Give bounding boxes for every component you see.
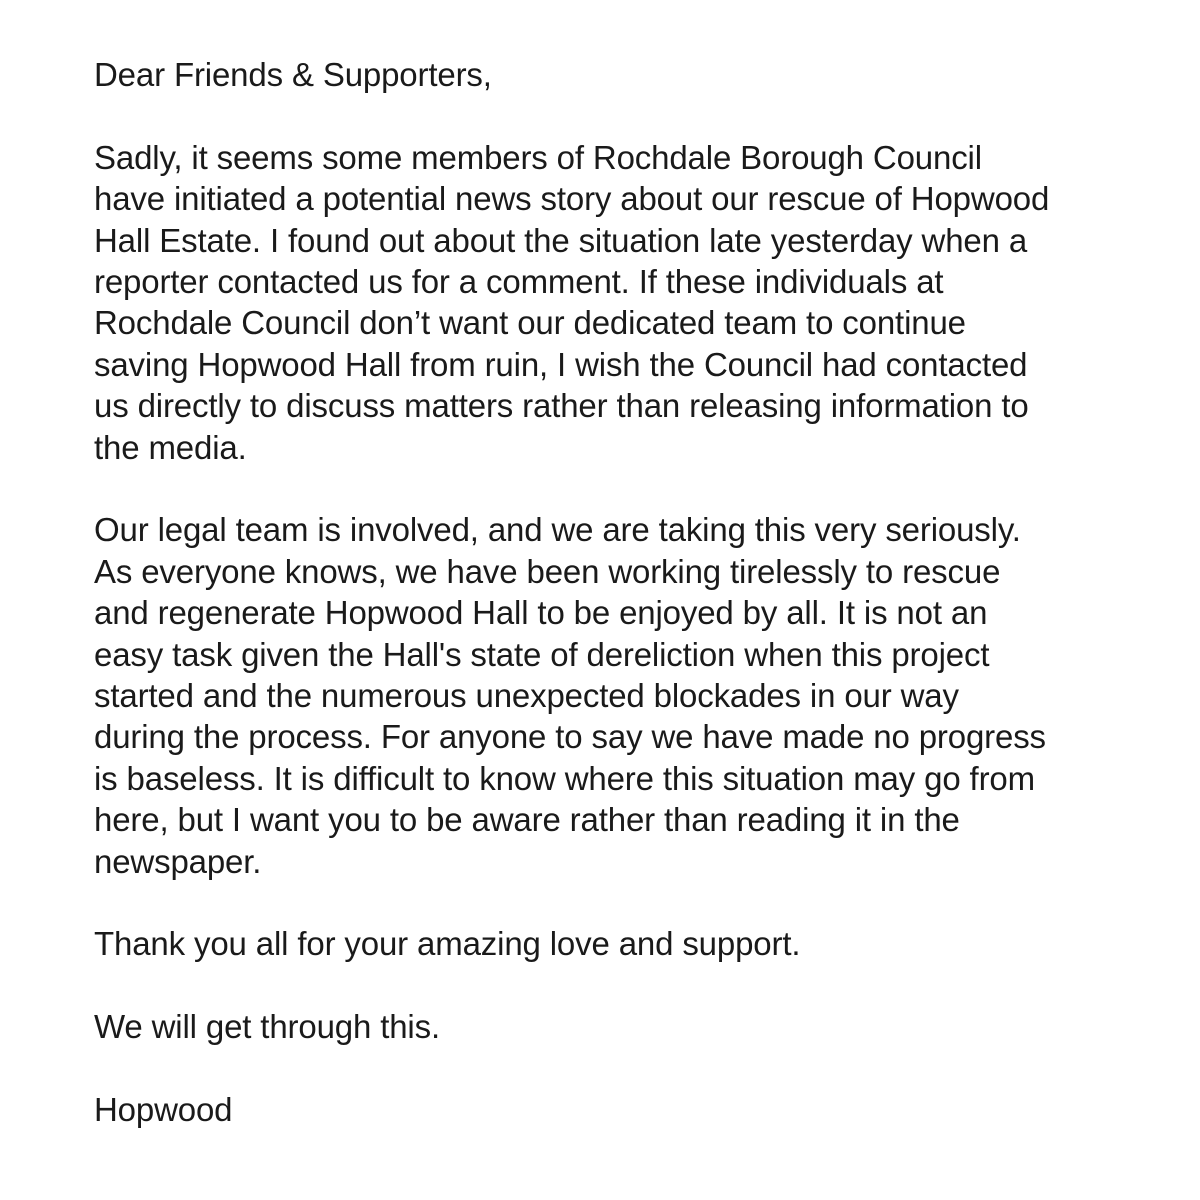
letter-body xyxy=(94,54,1154,1130)
paragraph2-line: As everyone knows, we have been working tirelessly to rescue xyxy=(94,552,1001,590)
thanks-text: Thank you all for your amazing love and support. xyxy=(94,925,801,963)
signature xyxy=(94,1089,1154,1130)
paragraph2-line: easy task given the Hall's state of dereliction when this project xyxy=(94,635,990,673)
signature-text: Hopwood xyxy=(94,1091,233,1129)
paragraph1-line: have initiated a potential news story about our rescue of Hopwood xyxy=(94,180,1050,218)
paragraph1-line: Hall Estate. I found out about the situation late yesterday when a xyxy=(94,221,1028,259)
paragraph1-line: Rochdale Council don’t want our dedicated team to continue xyxy=(94,304,966,342)
paragraph2-line: during the process. For anyone to say we have made no progress xyxy=(94,718,1046,756)
paragraph2-line: newspaper. xyxy=(94,842,262,880)
paragraph2-line: Our legal team is involved, and we are taking this very seriously. xyxy=(94,511,1021,549)
thanks-paragraph xyxy=(94,923,1154,964)
closing-text: We will get through this. xyxy=(94,1008,440,1046)
paragraph1-line: saving Hopwood Hall from ruin, I wish the Council had contacted xyxy=(94,345,1028,383)
paragraph2-line: is baseless. It is difficult to know where this situation may go from xyxy=(94,759,1035,797)
paragraph-legal-team xyxy=(94,509,1154,882)
closing-paragraph xyxy=(94,1006,1154,1047)
paragraph1-line: us directly to discuss matters rather than releasing information to xyxy=(94,387,1029,425)
paragraph1-line: reporter contacted us for a comment. If these individuals at xyxy=(94,263,944,301)
paragraph2-line: and regenerate Hopwood Hall to be enjoyed by all. It is not an xyxy=(94,594,988,632)
paragraph2-line: here, but I want you to be aware rather than reading it in the xyxy=(94,801,960,839)
paragraph1-line: Sadly, it seems some members of Rochdale Borough Council xyxy=(94,138,982,176)
paragraph1-line: the media. xyxy=(94,428,247,466)
salutation xyxy=(94,54,1154,95)
paragraph-council-news-story xyxy=(94,137,1154,468)
salutation-text: Dear Friends & Supporters, xyxy=(94,56,492,93)
paragraph2-line: started and the numerous unexpected blockades in our way xyxy=(94,677,959,715)
